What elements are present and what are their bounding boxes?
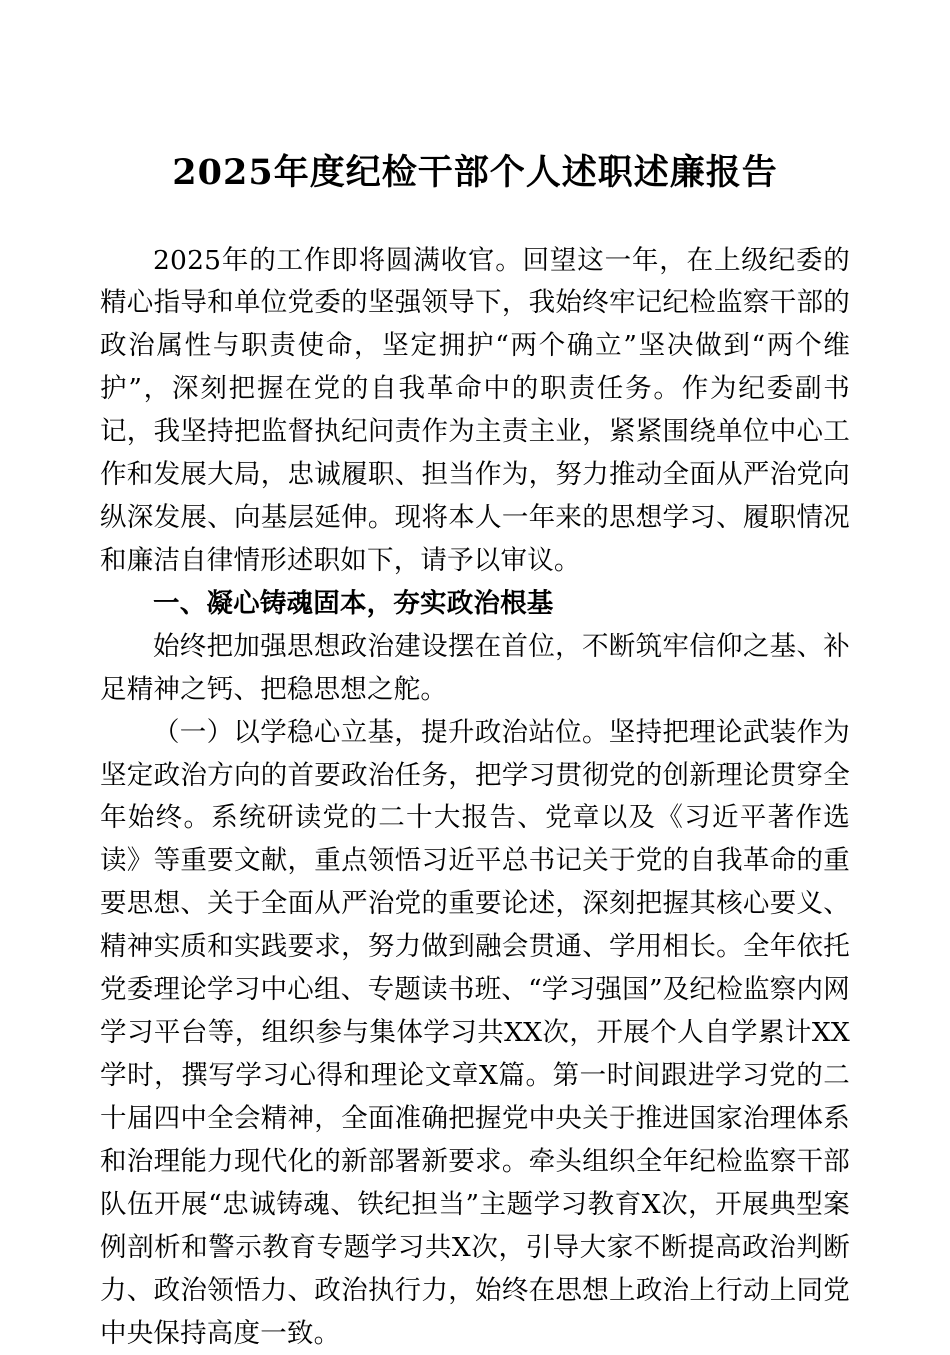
paragraph-section1-lead: 始终把加强思想政治建设摆在首位，不断筑牢信仰之基、补足精神之钙、把稳思想之舵。 bbox=[100, 630, 850, 705]
paragraph-intro: 2025年的工作即将圆满收官。回望这一年，在上级纪委的精心指导和单位党委的坚强领导下，我始终牢记纪检监察干部的政治属性与职责使命，坚定拥护“两个确立”坚决做到“两个维护”，深刻把握在党的自我革命中的职责任务。作为纪委副书记，我坚持把监督执纪问责作为主责主业，紧紧围绕单位中心工作和发展大局，忠诚履职、担当作为，努力推动全面从严治党向纵深发展、向基层延伸。现将本人一年来的思想学习、履职情况和廉洁自律情形述职如下，请予以审议。 bbox=[100, 244, 850, 576]
paragraph-section1-item1: （一）以学稳心立基，提升政治站位。坚持把理论武装作为坚定政治方向的首要政治任务，把学习贯彻党的创新理论贯穿全年始终。系统研读党的二十大报告、党章以及《习近平著作选读》等重要文献，重点领悟习近平总书记关于党的自我革命的重要思想、关于全面从严治党的重要论述，深刻把握其核心要义、精神实质和实践要求，努力做到融会贯通、学用相长。全年依托党委理论学习中心组、专题读书班、“学习强国”及纪检监察内网学习平台等，组织参与集体学习共XX次，开展个人自学累计XX学时，撰写学习心得和理论文章X篇。第一时间跟进学习党的二十届四中全会精神，全面准确把握党中央关于推进国家治理体系和治理能力现代化的新部署新要求。牵头组织全年纪检监察干部队伍开展“忠诚铸魂、铁纪担当”主题学习教育X次，开展典型案例剖析和警示教育专题学习共X次，引导大家不断提高政治判断力、政治领悟力、政治执行力，始终在思想上政治上行动上同党中央保持高度一致。 bbox=[100, 716, 850, 1349]
section-heading-1: 一、凝心铸魂固本，夯实政治根基 bbox=[153, 587, 554, 619]
page-title: 2025年度纪检干部个人述职述廉报告 bbox=[172, 152, 778, 193]
